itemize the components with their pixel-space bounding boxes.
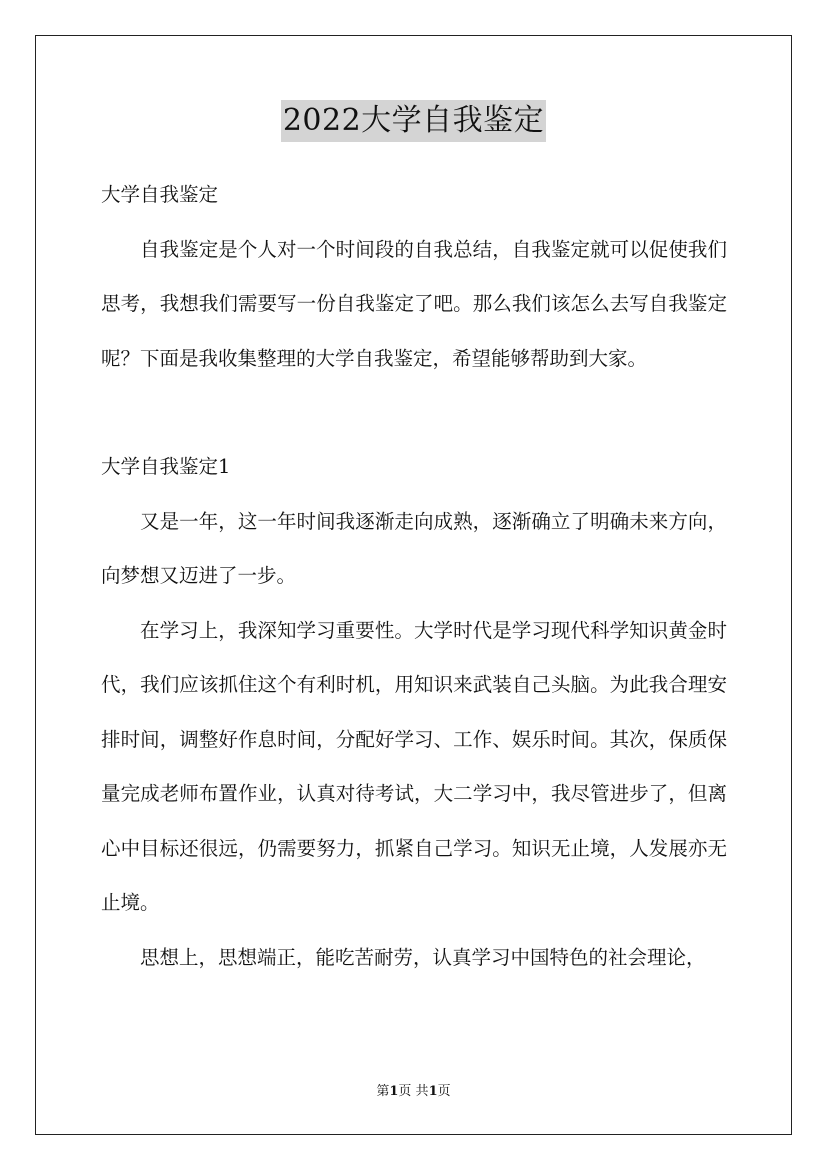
- footer-page-total: 1: [428, 1084, 438, 1099]
- page-footer: [0, 1082, 827, 1102]
- document-body: [101, 168, 727, 985]
- intro-paragraph: 自我鉴定是个人对一个时间段的自我总结，自我鉴定就可以促使我们思考，我想我们需要写一份自我鉴定了吧。那么我们该怎么去写自我鉴定呢？下面是我收集整理的大学自我鉴定，希望能够帮助到大家。: [101, 237, 727, 370]
- intro-heading: 大学自我鉴定: [101, 183, 219, 206]
- paragraph-2: 在学习上，我深知学习重要性。大学时代是学习现代科学知识黄金时代，我们应该抓住这个有利时机，用知识来武装自己头脑。为此我合理安排时间，调整好作息时间，分配好学习、工作、娱乐时间。其次，保质保量完成老师布置作业，认真对待考试，大二学习中，我尽管进步了，但离心中目标还很远，仍需要努力，抓紧自己学习。知识无止境，人发展亦无止境。: [101, 618, 727, 914]
- footer-page-mid: 页 共: [398, 1084, 429, 1099]
- section-gap: [101, 386, 727, 440]
- paragraph-3: 思想上，思想端正，能吃苦耐劳，认真学习中国特色的社会理论，: [140, 945, 706, 969]
- footer-page-suffix: 页: [437, 1084, 451, 1099]
- footer-page-current: 1: [389, 1084, 399, 1099]
- document-title: 2022大学自我鉴定: [281, 100, 546, 142]
- paragraph-1: 又是一年，这一年时间我逐渐走向成熟，逐渐确立了明确未来方向，向梦想又迈进了一步。: [101, 509, 727, 587]
- section-heading-1: 大学自我鉴定1: [101, 455, 231, 478]
- footer-page-prefix: 第: [376, 1084, 390, 1099]
- title-container: [0, 100, 827, 142]
